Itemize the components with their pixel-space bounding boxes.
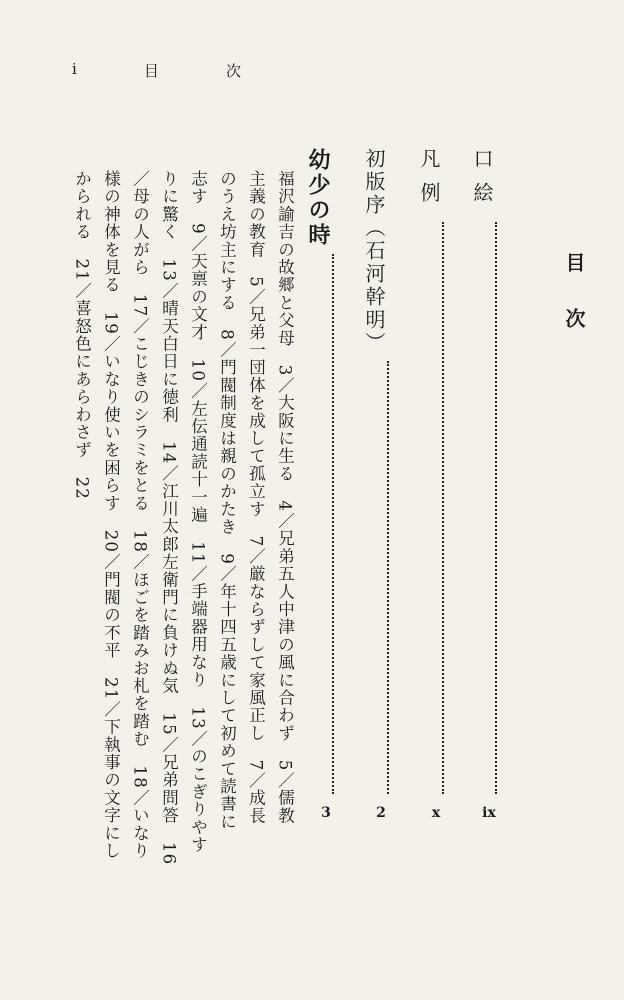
toc-entry-first-preface[interactable]	[360, 148, 389, 820]
toc-entry-label: 口絵	[470, 148, 494, 216]
running-header	[72, 60, 242, 81]
page-number: i	[72, 60, 78, 78]
toc-entry-page: 2	[376, 806, 386, 820]
subentry-line-1: 福沢諭吉の故郷と父母 3／大阪に生る 4／兄弟五人中津の風に合わず 5／儒教	[275, 170, 295, 825]
leader-dots	[387, 361, 389, 794]
subentry-line-8: かられる 21／喜怒色にあらわさず 22	[72, 170, 92, 500]
chapter-page: 3	[321, 806, 331, 820]
subentry-line-2: 主義の教育 5／兄弟一団体を成して孤立す 7／厳ならずして家風正し 7／成長	[246, 170, 266, 825]
subentry-line-3: のうえ坊主にする 8／門閥制度は親のかたき 9／年十四五歳にして初めて読書に	[217, 170, 237, 831]
toc-chapter-childhood[interactable]	[303, 148, 334, 820]
toc-entry-notes[interactable]	[415, 148, 444, 820]
chapter-title: 幼少の時	[305, 148, 331, 248]
leader-dots	[495, 222, 497, 794]
page-title: 目次	[562, 252, 586, 364]
header-label-2: 次	[225, 62, 242, 80]
toc-entry-page: x	[431, 806, 441, 820]
header-label-1: 目	[143, 62, 160, 80]
toc-entry-label: 初版序（石河幹明）	[362, 148, 386, 355]
subentry-line-6: ／母の人がら 17／こじきのシラミをとる 18／ほごを踏みお札を踏む 18／いなり	[130, 170, 150, 860]
toc-entry-page: ix	[482, 806, 496, 820]
subentry-line-7: 様の神体を見る 19／いなり使いを困らす 20／門閥の不平 21／下執事の文字にし	[101, 170, 121, 860]
toc-entry-label: 凡例	[417, 148, 441, 216]
toc-entry-frontispiece[interactable]	[468, 148, 497, 820]
subentry-line-4: 志す 9／天禀の文才 10／左伝通読十一遍 11／手端器用なり 13／のこぎりやす	[188, 170, 208, 854]
leader-dots	[332, 254, 334, 794]
leader-dots	[442, 222, 444, 794]
subentry-line-5: りに驚く 13／晴天白日に徳利 14／江川太郎左衛門に負けぬ気 15／兄弟問答 16	[159, 170, 179, 866]
